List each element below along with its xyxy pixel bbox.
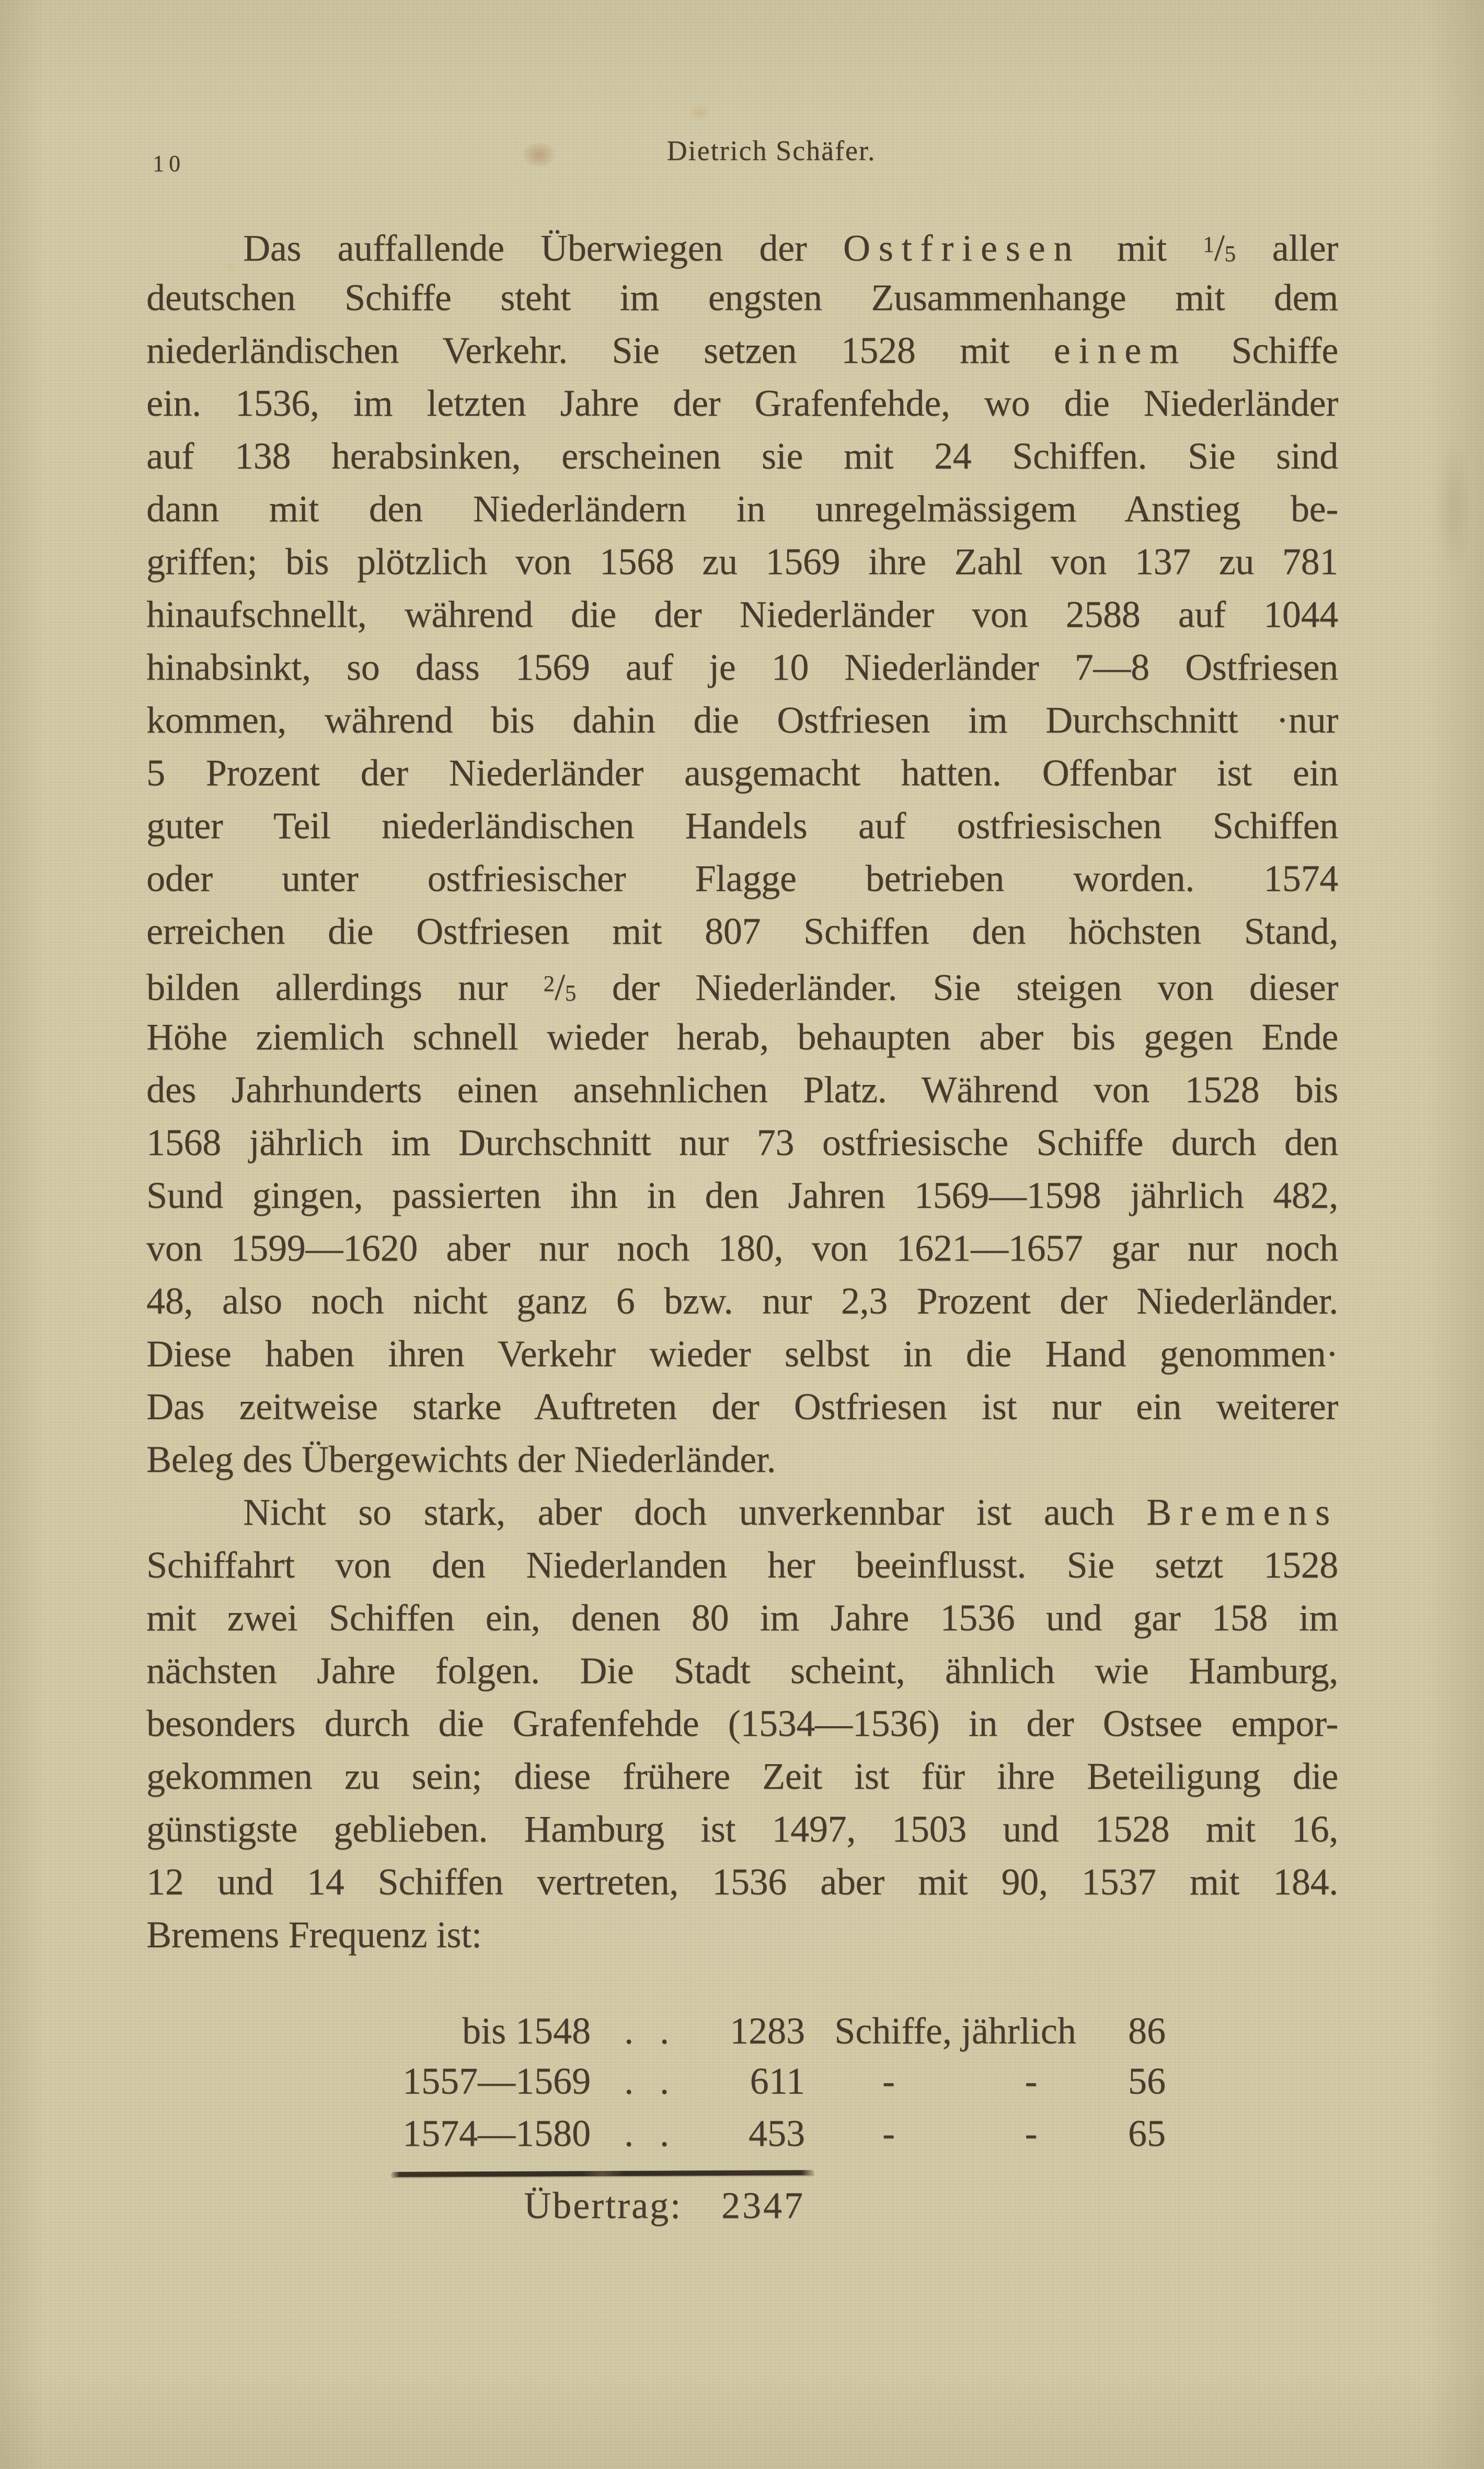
text-segment: gekommen zu sein; diese frühere Zeit ist für ihre Beteiligung die (146, 1755, 1338, 1797)
text-segment: griffen; bis plötzlich von 1568 zu 1569 ihre Zahl von 137 zu 781 (146, 541, 1338, 582)
table-dash-cell: - (1025, 2112, 1038, 2154)
carry-forward-row (0, 2179, 1484, 2232)
letterspaced-word: Bremens (1146, 1491, 1338, 1533)
table-period-cell: 1574—1580 (402, 2112, 591, 2154)
text-segment: Schiffe (1187, 329, 1338, 371)
text-segment: Schiffahrt von den Niederlanden her beeinflusst. Sie setzt 1528 (146, 1544, 1338, 1586)
table-dots-cell: . . (624, 2112, 677, 2154)
table-dots-cell: . . (624, 2060, 677, 2102)
text-segment: Beleg des Übergewichts der Niederländer. (146, 1438, 776, 1480)
text-segment: günstigste geblieben. Hamburg ist 1497, 1503 und 1528 mit 16, (146, 1808, 1338, 1850)
text-segment: mit zwei Schiffen ein, denen 80 im Jahre 1536 und gar 158 im (146, 1597, 1338, 1639)
carry-forward-value: 2347 (721, 2185, 805, 2226)
text-segment: erreichen die Ostfriesen mit 807 Schiffen den höchsten Stand, (146, 910, 1338, 952)
text-segment: ein. 1536, im letzten Jahre der Grafenfehde, wo die Niederländer (146, 382, 1338, 424)
text-segment: 12 und 14 Schiffen vertreten, 1536 aber mit 90, 1537 mit 184. (146, 1861, 1338, 1903)
table-ships-cell: 611 (750, 2060, 805, 2102)
text-segment: hinaufschnellt, während die der Niederländer von 2588 auf 1044 (146, 593, 1338, 635)
text-segment: Das auffallende Überwiegen der (243, 227, 843, 269)
text-segment: der Niederländer. Sie steigen von dieser (576, 966, 1338, 1009)
text-segment: auf 138 herabsinken, erscheinen sie mit 24 Schiffen. Sie sind (146, 435, 1338, 477)
text-segment: von 1599—1620 aber nur noch 180, von 1621—1657 gar nur noch (146, 1227, 1338, 1269)
text-segment: 48, also noch nicht ganz 6 bzw. nur 2,3 Prozent der Niederländer. (146, 1280, 1338, 1322)
text-segment: dann mit den Niederländern in unregelmässigem Anstieg be- (146, 488, 1338, 530)
fraction: $^1$/5 (1203, 227, 1236, 269)
text-segment: Das zeitweise starke Auftreten der Ostfriesen ist nur ein weiterer (146, 1386, 1338, 1427)
running-header: Dietrich Schäfer. (666, 135, 876, 166)
table-dash-cell: - (882, 2112, 895, 2154)
table-row (0, 2107, 1484, 2160)
text-segment: Nicht so stark, aber doch unverkennbar ist auch (243, 1491, 1147, 1533)
text-segment: niederländischen Verkehr. Sie setzen 1528 mit (146, 329, 1054, 371)
carry-forward-label: Übertrag: (524, 2185, 682, 2226)
text-segment: des Jahrhunderts einen ansehnlichen Platz. Während von 1528 bis (146, 1069, 1338, 1111)
table-dots-cell: . . (624, 2010, 677, 2052)
table-row (0, 2055, 1484, 2108)
table-period-cell: bis 1548 (462, 2010, 591, 2052)
text-segment: Bremens Frequenz ist: (146, 1914, 482, 1956)
text-segment: Diese haben ihren Verkehr wieder selbst in die Hand genommen· (146, 1333, 1338, 1375)
text-segment: 1568 jährlich im Durchschnitt nur 73 ostfriesische Schiffe durch den (146, 1122, 1338, 1163)
text-segment: besonders durch die Grafenfehde (1534—1536) in der Ostsee empor- (146, 1702, 1338, 1744)
text-segment: bilden allerdings nur (146, 966, 544, 1009)
table-ships-cell: 1283 (730, 2010, 805, 2052)
page-number: 10 (153, 151, 185, 176)
table-ships-cell: 453 (749, 2112, 805, 2154)
table-yearly-cell: 56 (1128, 2060, 1166, 2102)
text-segment: aller (1236, 227, 1338, 269)
table-unit-cell: Schiffe, jährlich (834, 2010, 1076, 2052)
text-segment: nächsten Jahre folgen. Die Stadt scheint, ähnlich wie Hamburg, (146, 1650, 1338, 1691)
table-row (0, 2005, 1484, 2058)
letterspaced-word: Ostfriesen (843, 227, 1081, 269)
text-segment: kommen, während bis dahin die Ostfriesen im Durchschnitt ·nur (146, 699, 1338, 741)
text-segment: hinabsinkt, so dass 1569 auf je 10 Niederländer 7—8 Ostfriesen (146, 646, 1338, 688)
table-dash-cell: - (882, 2060, 895, 2102)
text-segment: 5 Prozent der Niederländer ausgemacht hatten. Offenbar ist ein (146, 752, 1338, 794)
text-segment: Höhe ziemlich schnell wieder herab, behaupten aber bis gegen Ende (146, 1016, 1338, 1058)
table-dash-cell: - (1025, 2060, 1038, 2102)
text-segment: Sund gingen, passierten ihn in den Jahren 1569—1598 jährlich 482, (146, 1174, 1338, 1216)
text-segment: guter Teil niederländischen Handels auf ostfriesischen Schiffen (146, 805, 1338, 847)
text-segment: mit (1080, 227, 1203, 269)
text-segment: deutschen Schiffe steht im engsten Zusammenhange mit dem (146, 277, 1338, 318)
table-yearly-cell: 86 (1128, 2010, 1166, 2052)
letterspaced-word: einem (1053, 329, 1187, 371)
text-segment: oder unter ostfriesischer Flagge betrieben worden. 1574 (146, 858, 1338, 899)
table-period-cell: 1557—1569 (402, 2060, 591, 2102)
fraction: $^2$/5 (543, 966, 577, 1009)
table-yearly-cell: 65 (1128, 2112, 1166, 2154)
